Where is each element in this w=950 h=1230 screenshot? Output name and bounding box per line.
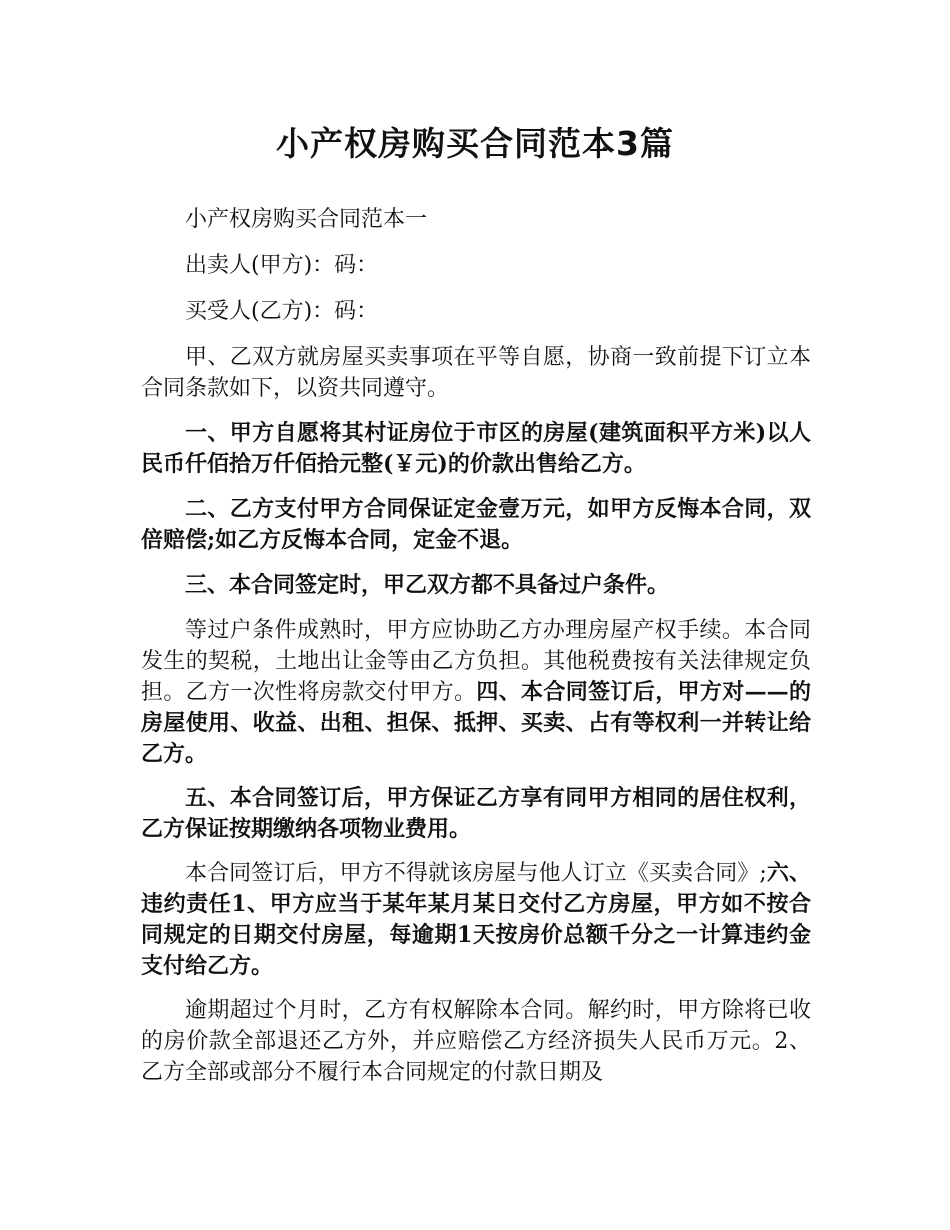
transfer-text: 等过户条件成熟时，甲方应协助乙方办理房屋产权手续。本合同发生的契税，土地出让金等由乙方负担。其他税费按有关法律规定负担。乙方一次性将房款交付甲方。	[141, 618, 811, 705]
clause-2: 二、乙方支付甲方合同保证定金壹万元，如甲方反悔本合同，双倍赔偿;如乙方反悔本合同，定金不退。	[141, 496, 811, 553]
buyer-line: 买受人(乙方)：码：	[185, 299, 379, 324]
clause-5: 五、本合同签订后，甲方保证乙方享有同甲方相同的居住权利，乙方保证按期缴纳各项物业费用。	[141, 785, 811, 842]
nosale-paragraph	[141, 858, 811, 982]
transfer-paragraph	[141, 615, 811, 770]
document-body	[141, 204, 811, 1088]
seller-line: 出卖人(甲方)：码：	[185, 253, 379, 278]
clause-6: 六、违约责任1、甲方应当于某年某月某日交付乙方房屋，甲方如不按合同规定的日期交付房屋，每逾期1天按房价总额千分之一计算违约金支付给乙方。	[141, 860, 811, 979]
document-title: 小产权房购买合同范本3篇	[276, 124, 674, 163]
preamble-paragraph: 甲、乙双方就房屋买卖事项在平等自愿，协商一致前提下订立本合同条款如下，以资共同遵守。	[141, 345, 811, 401]
clause-3: 三、本合同签定时，甲乙双方都不具备过户条件。	[185, 572, 670, 598]
subtitle: 小产权房购买合同范本一	[185, 207, 428, 232]
overdue-paragraph: 逾期超过个月时，乙方有权解除本合同。解约时，甲方除将已收的房价款全部退还乙方外，并应赔偿乙方经济损失人民币万元。2、乙方全部或部分不履行本合同规定的付款日期及	[141, 998, 811, 1085]
clause-1: 一、甲方自愿将其村证房位于市区的房屋(建筑面积平方米)以人民币仟佰拾万仟佰拾元整(￥元)的价款出售给乙方。	[141, 420, 811, 477]
nosale-text: 本合同签订后，甲方不得就该房屋与他人订立《买卖合同》;	[185, 861, 767, 886]
clause-4: 四、本合同签订后，甲方对——的房屋使用、收益、出租、担保、抵押、买卖、占有等权利一并转让给乙方。	[141, 679, 811, 767]
